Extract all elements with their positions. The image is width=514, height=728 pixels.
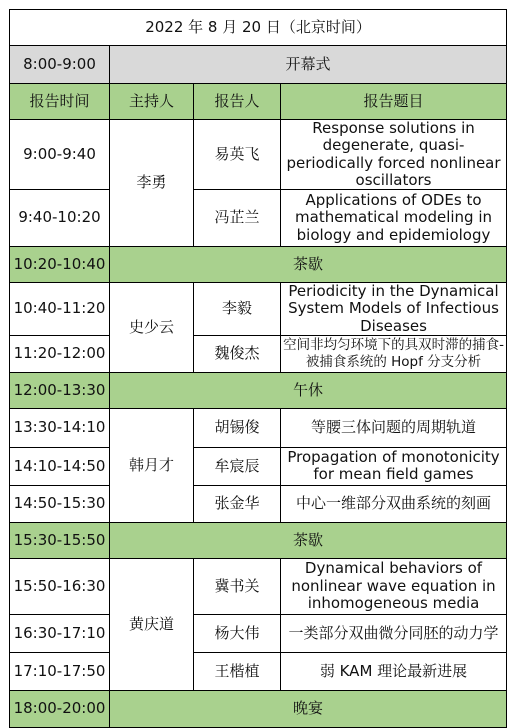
- talk-row: [10, 335, 507, 372]
- talk-topic: 弱 KAM 理论最新进展: [281, 652, 507, 690]
- talk-time: 11:20-12:00: [10, 335, 110, 372]
- talk-speaker: 易英飞: [194, 120, 281, 190]
- talk-row: [10, 558, 507, 614]
- talk-time: 17:10-17:50: [10, 652, 110, 690]
- talk-speaker: 冀书关: [194, 558, 281, 614]
- session-host: 史少云: [110, 283, 194, 373]
- talk-row: [10, 614, 507, 652]
- break-time: 15:30-15:50: [10, 522, 110, 558]
- opening-row: [10, 46, 507, 84]
- talk-row: [10, 408, 507, 447]
- talk-speaker: 牟宸辰: [194, 447, 281, 485]
- break-row: [10, 372, 507, 408]
- talk-row: [10, 447, 507, 485]
- talk-row: [10, 485, 507, 522]
- talk-speaker: 胡锡俊: [194, 408, 281, 447]
- talk-topic: Dynamical behaviors of nonlinear wave equation in inhomogeneous media: [281, 558, 507, 614]
- talk-topic: 中心一维部分双曲系统的刻画: [281, 485, 507, 522]
- session-host: 韩月才: [110, 408, 194, 522]
- break-label: 茶歇: [110, 247, 507, 283]
- talk-topic: Response solutions in degenerate, quasi-periodically forced nonlinear oscillators: [281, 120, 507, 190]
- talk-topic: 空间非均匀环境下的具双时滞的捕食-被捕食系统的 Hopf 分支分析: [281, 335, 507, 372]
- break-row: [10, 690, 507, 727]
- schedule-date-title: 2022 年 8 月 20 日（北京时间）: [10, 10, 507, 46]
- break-label: 午休: [110, 372, 507, 408]
- break-time: 10:20-10:40: [10, 247, 110, 283]
- talk-time: 16:30-17:10: [10, 614, 110, 652]
- break-time: 18:00-20:00: [10, 690, 110, 727]
- talk-topic: 等腰三体问题的周期轨道: [281, 408, 507, 447]
- break-row: [10, 247, 507, 283]
- break-time: 12:00-13:30: [10, 372, 110, 408]
- talk-row: [10, 190, 507, 247]
- talk-topic: Propagation of monotonicity for mean field games: [281, 447, 507, 485]
- break-label: 晚宴: [110, 690, 507, 727]
- schedule-table: [9, 9, 507, 728]
- header-row: [10, 84, 507, 120]
- session-host: 黄庆道: [110, 558, 194, 690]
- talk-time: 14:10-14:50: [10, 447, 110, 485]
- talk-time: 9:00-9:40: [10, 120, 110, 190]
- title-row: [10, 10, 507, 46]
- session-host: 李勇: [110, 120, 194, 247]
- header-speaker: 报告人: [194, 84, 281, 120]
- talk-time: 15:50-16:30: [10, 558, 110, 614]
- talk-speaker: 冯芷兰: [194, 190, 281, 247]
- talk-speaker: 杨大伟: [194, 614, 281, 652]
- talk-row: [10, 120, 507, 190]
- talk-time: 10:40-11:20: [10, 283, 110, 336]
- opening-time: 8:00-9:00: [10, 46, 110, 84]
- header-host: 主持人: [110, 84, 194, 120]
- talk-speaker: 王楷植: [194, 652, 281, 690]
- header-topic: 报告题目: [281, 84, 507, 120]
- talk-topic: Applications of ODEs to mathematical modeling in biology and epidemiology: [281, 190, 507, 247]
- talk-time: 9:40-10:20: [10, 190, 110, 247]
- talk-topic: 一类部分双曲微分同胚的动力学: [281, 614, 507, 652]
- break-label: 茶歇: [110, 522, 507, 558]
- opening-label: 开幕式: [110, 46, 507, 84]
- break-row: [10, 522, 507, 558]
- talk-topic: Periodicity in the Dynamical System Models of Infectious Diseases: [281, 283, 507, 336]
- talk-time: 13:30-14:10: [10, 408, 110, 447]
- talk-row: [10, 283, 507, 336]
- talk-speaker: 张金华: [194, 485, 281, 522]
- header-time: 报告时间: [10, 84, 110, 120]
- talk-speaker: 魏俊杰: [194, 335, 281, 372]
- talk-speaker: 李毅: [194, 283, 281, 336]
- talk-row: [10, 652, 507, 690]
- talk-time: 14:50-15:30: [10, 485, 110, 522]
